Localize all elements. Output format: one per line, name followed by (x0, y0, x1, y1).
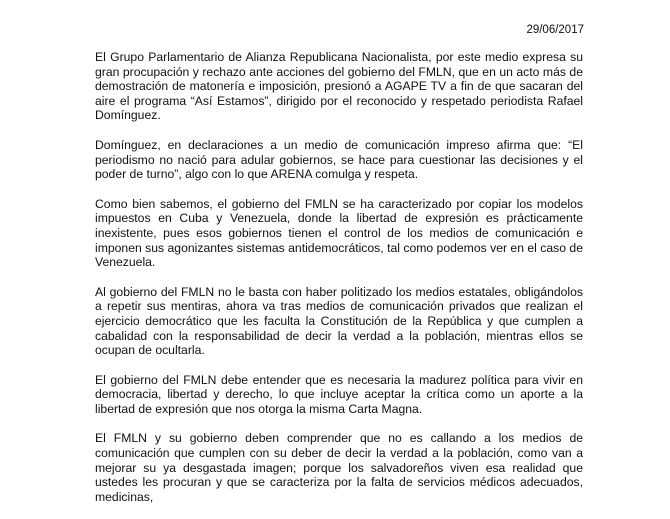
paragraph-5: El gobierno del FMLN debe entender que es necesaria la madurez política para vivir en democracia, libertad y derecho, lo que incluye aceptar la crítica como un aporte a la libertad de expresión que nos otorga la misma Carta Magna. (95, 372, 583, 416)
document-body (95, 50, 583, 519)
paragraph-1: El Grupo Parlamentario de Alianza Republicana Nacionalista, por este medio expresa su gran procupación y rechazo ante acciones del gobierno del FMLN, que en un acto más de demostración de matonería e imposición, presionó a AGAPE TV a fin de que sacaran del aire el programa “Así Estamos”, dirigido por el reconocido y respetado periodista Rafael Domínguez. (95, 50, 583, 123)
paragraph-4: Al gobierno del FMLN no le basta con haber politizado los medios estatales, obligándolos a repetir sus mentiras, ahora va tras medios de comunicación privados que realizan el ejercicio democrático que les faculta la Constitución de la República y que cumplen a cabalidad con la responsabilidad de decir la verdad a la población, mientras ellos se ocupan de ocultarla. (95, 284, 583, 358)
paragraph-2: Domínguez, en declaraciones a un medio de comunicación impreso afirma que: “El periodismo no nació para adular gobiernos, se hace para cuestionar las decisiones y el poder de turno”, algo con lo que ARENA comulga y respeta. (95, 137, 583, 182)
paragraph-3: Como bien sabemos, el gobierno del FMLN se ha caracterizado por copiar los modelos impuestos en Cuba y Venezuela, donde la libertad de expresión es prácticamente inexistente, pues esos gobiernos tienen el control de los medios de comunicación e imponen sus agonizantes sistemas antidemocráticos, tal como podemos ver en el caso de Venezuela. (95, 196, 583, 270)
document-date: 29/06/2017 (526, 24, 584, 36)
paragraph-6: El FMLN y su gobierno deben comprender que no es callando a los medios de comunicación que cumplen con su deber de decir la verdad a la población, como van a mejorar su ya desgastada imagen; porque los salvadoreños viven esa realidad que ustedes les procuran y que se caracteriza por la falta de servicios médicos adecuados, medicinas, (95, 431, 583, 504)
